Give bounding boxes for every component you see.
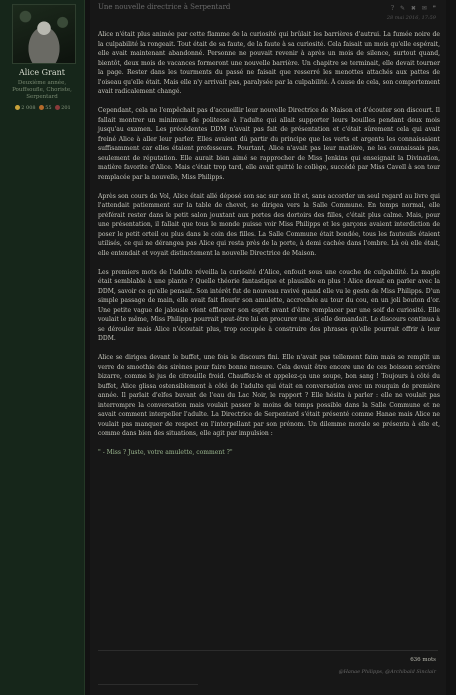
points-icon (39, 105, 44, 110)
author-sidebar (0, 0, 85, 695)
post-paragraph-5: Alice se dirigea devant le buffet, une fois le discours fini. Elle n'avait pas tellement faim mais se remplit un verre de smoothie des sirènes pour faire bonne mesure. Cela devait être encore une de ces boisson sorcière bizarre, comme le jus de citrouille froid. Chauffez-le et appelez-ça une soupe, bon sang ! Toujours à côté du buffet, Alice glissa ostensiblement à côté de l'adulte qui était en conversation avec un rouquin de première année. Il parlait d'elfes buvant de l'eau du Lac Noir, le rapport ? Elle hésita à parler : elle ne voulait pas interrompre la conversation mais voulait passer le moins de temps possible dans la Salle Commune et ne savait comment interpeller l'adulte. La Directrice de Serpentard s'était présenté comme Hanae mais Alice ne voulait pas manquer de respect en l'interpellant par son prénom. Un dilemme morale se présenta à elle et, comme dans bien des situations, elle agit par impulsion : (98, 354, 440, 437)
post (90, 0, 446, 695)
author-stats (0, 105, 84, 111)
post-date: 28 mai 2016, 17:59 (386, 15, 436, 21)
author-description: Deuxième année, Pouffsoufle, Choriste, Serpentard (12, 80, 72, 100)
post-body (98, 30, 440, 467)
stat-c: 201 (61, 105, 71, 111)
stat-a: 2 008 (21, 105, 36, 111)
post-paragraph-2: Cependant, cela ne l'empêchait pas d'accueillir leur nouvelle Directrice de Maison et d'écouter son discourt. Il fallait montrer un minimum de politesse à l'adulte qui allait supporter leurs bouilles pendant deux mois jusqu'au examen. Les précédentes DDM n'avait pas fait de présentation et c'était sûrement cela qui avait freiné Alice à aller leur parler. Elles avaient dû partir du principe que les verts et argents les connaissaient suffisamment car elles étaient professeurs. Pourtant, Alice n'avait pas leur matière, ne les connaissais pas, seulement de réputation. Elle aurait bien aimé se rapprocher de Miss Jenkins qui enseignait la Divination, matière favorite d'Alice. Mais c'était trop tard, elle avait quitté le collège, succédé par Miss Cavell à son tour remplacée par la nouvelle, Miss Philipps. (98, 107, 440, 181)
divider (98, 684, 198, 685)
avatar[interactable] (12, 4, 76, 64)
divider (98, 650, 438, 651)
stat-b: 55 (45, 105, 52, 111)
post-paragraph-1: Alice n'était plus animée par cette flamme de la curiosité qui brûlait les barrières d'autrui. La fumée noire de la culpabilité la rongeait. Tout était de sa faute, de la faute à sa curiosité. Cela faisait un mois qu'elle espérait, elle avait maintenant abandonné. Personne ne pouvait revenir à après un mois de silence, surtout quand, bientôt, deux mois de vacances formeront une nouvelle barrière. Un chapitre se terminait, elle devait tourner la page. Rester dans les tourments du passé ne faisait que resserré les menottes attachés aux pattes de l'oiseau qu'elle était. Mais elle n'y arrivait pas, paralysée par la culpabilité. À cause de cela, son comportement avait radicalement changé. (98, 31, 440, 95)
post-tools[interactable]: ? ✎ ✖ ✉ ❞ (390, 5, 438, 12)
post-paragraph-4: Les premiers mots de l'adulte réveilla la curiosité d'Alice, enfouit sous une couche de culpabilité. La magie était semblable à une plante ? Quelle théorie fantastique et plausible en plus ! Alice devait en parler avec la DDM, savoir ce qu'elle pensait. Son intérêt fut de nouveau ravivé quand elle vu le geste de Miss Philipps. D'un simple passage de main, elle avait fait fleurir son amulette, accrochée au tour du cou, en un joli bouton d'or. Une petite vague de jalousie vient effleurer son esprit avant d'être remplacer par une soif de curiosité. Elle voulait le même, Miss Philipps pourrait peut-être lui en procurer une, si elle demandait. Le discours continua à se dérouler mais Alice n'écoutait plus, trop occupée à construire des phrases qu'elle pourrait offrir à leur DDM. (98, 268, 440, 342)
word-count: 636 mots (410, 657, 436, 663)
post-quote: " - Miss ? Juste, votre amulette, comment ?" (98, 449, 233, 456)
post-title[interactable]: Une nouvelle directrice à Serpentard (98, 3, 231, 11)
heart-icon (55, 105, 60, 110)
author-name[interactable]: Alice Grant (18, 68, 65, 77)
tagged-characters[interactable]: @Hanae Philipps, @Archibald Sinclair (338, 669, 436, 675)
post-paragraph-3: Après son cours de Vol, Alice était allé déposé son sac sur son lit et, sans accorder un seul regard au livre qui l'attendait patiemment sur la table de chevet, se dirigea vers la Salle Commune. En temps normal, elle préférait rester dans le petit salon jouxtant aux portes des dortoirs des filles, c'était plus calme. Mais, pour une présentation, il fallait que tous le monde puisse voir Miss Philipps et les garçons avaient interdiction de poser le petit orteil ou plus dans le coin des filles. La Salle Commune était bondée, tous les fauteuils étaient utilisés, ce qui ne dérangea pas Alice qui resta près de la porte, à demi cachée dans l'ombre. Là où elle était, elle entendait et voyait distinctement la nouvelle Directrice de Maison. (98, 192, 440, 257)
galleon-icon (15, 105, 20, 110)
